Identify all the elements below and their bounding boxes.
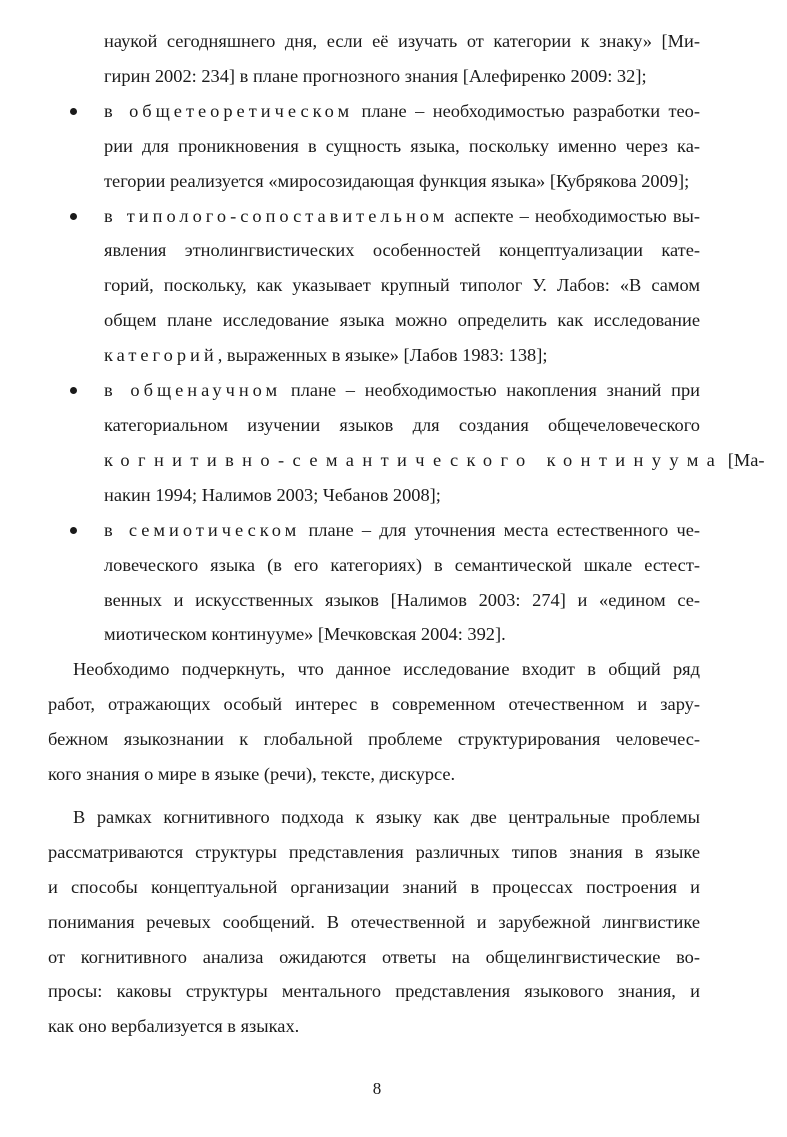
text-fragment: плане – необходимостью накопления знаний при (281, 380, 700, 401)
list-item-semiotic (48, 513, 700, 653)
list-item-general-theoretical (48, 94, 700, 199)
text-line: категориальном изучении языков для создания общечеловеческого (104, 414, 700, 435)
text-line (104, 373, 700, 408)
text-line: понимания речевых сообщений. В отечественной и зарубежной лингвистике (48, 911, 700, 932)
text-fragment: [Ма- (723, 449, 765, 470)
spaced-term: в общенаучном (104, 380, 282, 401)
bullet-icon (70, 213, 77, 220)
text-line (104, 443, 765, 478)
text-line: кого знания о мире в языке (речи), тексте, дискурсе. (48, 764, 456, 785)
text-line: тегории реализуется «миросозидающая функция языка» [Кубрякова 2009]; (104, 170, 690, 191)
text-line: наукой сегодняшнего дня, если её изучать от категории к знаку» [Ми- (104, 31, 700, 51)
page-number: 8 (372, 1079, 382, 1098)
spaced-term: в общетеоретическом (104, 100, 354, 121)
spaced-term: когнитивно-семантического континуума (104, 449, 724, 470)
text-line: накин 1994; Налимов 2003; Чебанов 2008]; (104, 484, 441, 505)
text-fragment: , выраженных в языке» [Лабов 1983: 138]; (217, 345, 548, 366)
text-line: бежном языкознании к глобальной проблеме структурирования человечес- (48, 729, 700, 750)
text-line: миотическом континууме» [Мечковская 2004: 392]. (104, 624, 506, 645)
text-line (104, 513, 700, 548)
text-line: В рамках когнитивного подхода к языку как две центральные проблемы (73, 806, 700, 827)
text-line: рии для проникновения в сущность языка, поскольку именно через ка- (104, 135, 700, 156)
text-line: явления этнолингвистических особенностей концептуализации кате- (104, 240, 700, 261)
text-line: и способы концептуальной организации знаний в процессах построения и (48, 876, 700, 897)
text-line: Необходимо подчеркнуть, что данное исследование входит в общий ряд (73, 659, 700, 680)
text-line: горий, поскольку, как указывает крупный типолог У. Лабов: «В самом (104, 275, 700, 296)
text-fragment: плане – для уточнения места естественного че- (300, 519, 700, 540)
bullet-icon (70, 108, 77, 115)
text-line: просы: каковы структуры ментального представления языкового знания, и (48, 981, 700, 1002)
spaced-term: в типолого-сопоставительном (104, 205, 449, 226)
bullet-icon (70, 387, 77, 394)
paragraph (48, 652, 700, 792)
text-line (104, 199, 700, 234)
text-line: венных и искусственных языков [Налимов 2003: 274] и «едином се- (104, 589, 700, 610)
spaced-term: категорий (104, 345, 218, 366)
page-body (48, 24, 765, 1044)
list-item-typological (48, 199, 700, 374)
text-line: ловеческого языка (в его категориях) в семантической шкале естест- (104, 554, 700, 575)
text-line (104, 338, 700, 373)
text-line: от когнитивного анализа ожидаются ответы на общелингвистические во- (48, 946, 700, 967)
text-line: общем плане исследование языка можно определить как исследование (104, 310, 700, 331)
text-line: гирин 2002: 234] в плане прогнозного знания [Алефиренко 2009: 32]; (104, 65, 647, 86)
text-fragment: плане – необходимостью разработки тео- (353, 100, 700, 121)
paragraph (48, 800, 700, 1044)
text-line (104, 94, 700, 129)
text-line: рассматриваются структуры представления различных типов знания в языке (48, 841, 700, 862)
text-line: как оно вербализуется в языках. (48, 1016, 300, 1037)
bullet-icon (70, 527, 77, 534)
spaced-term: в семиотическом (104, 519, 301, 540)
list-item-continuation (48, 24, 700, 94)
text-line: работ, отражающих особый интерес в современном отечественном и зару- (48, 694, 700, 715)
list-item-general-scientific (48, 373, 765, 513)
text-fragment: аспекте – необходимостью вы- (448, 205, 700, 226)
